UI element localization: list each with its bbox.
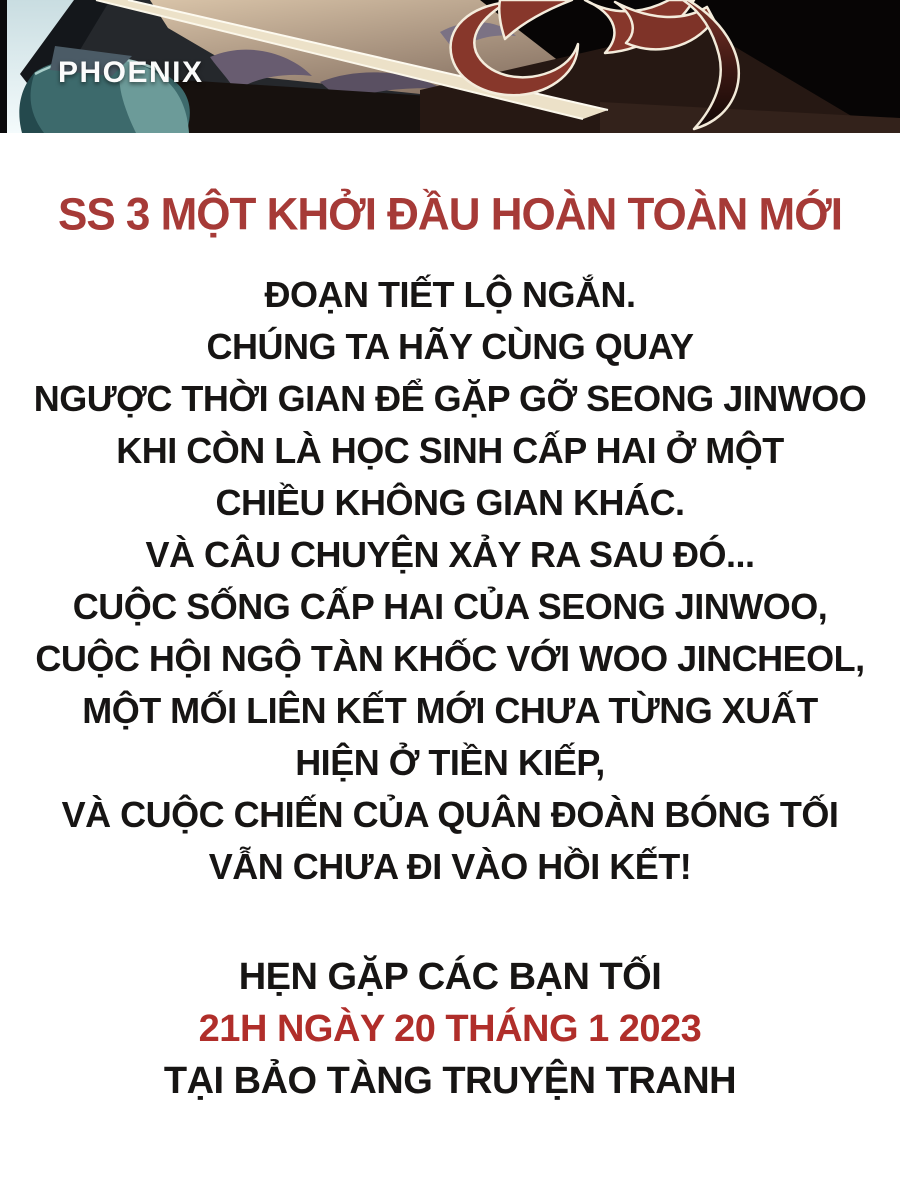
body-line: VÀ CÂU CHUYỆN XẢY RA SAU ĐÓ...: [145, 534, 755, 575]
phoenix-watermark: PHOENIX: [58, 56, 204, 89]
body-line: NGƯỢC THỜI GIAN ĐỂ GẶP GỠ SEONG JINWOO: [33, 378, 867, 419]
schedule-line: HẸN GẶP CÁC BẠN TỐI: [238, 956, 662, 998]
schedule-announcement: [0, 951, 900, 1107]
body-line: CHÚNG TA HÃY CÙNG QUAY: [206, 326, 694, 367]
body-line: CUỘC HỘI NGỘ TÀN KHỐC VỚI WOO JINCHEOL,: [35, 638, 865, 679]
body-line: HIỆN Ở TIỀN KIẾP,: [295, 742, 605, 783]
release-datetime: 21H NGÀY 20 THÁNG 1 2023: [198, 1008, 702, 1050]
season-title: SS 3 MỘT KHỞI ĐẦU HOÀN TOÀN MỚI: [58, 189, 842, 240]
teaser-paragraph: [0, 269, 900, 893]
body-line: VÀ CUỘC CHIẾN CỦA QUÂN ĐOÀN BÓNG TỐI: [61, 794, 839, 835]
body-line: CUỘC SỐNG CẤP HAI CỦA SEONG JINWOO,: [72, 586, 828, 627]
body-line: VẪN CHƯA ĐI VÀO HỒI KẾT!: [208, 846, 692, 887]
body-line: CHIỀU KHÔNG GIAN KHÁC.: [215, 482, 685, 523]
body-line: ĐOẠN TIẾT LỘ NGẮN.: [264, 274, 636, 315]
release-location: TẠI BẢO TÀNG TRUYỆN TRANH: [163, 1060, 737, 1102]
body-line: KHI CÒN LÀ HỌC SINH CẤP HAI Ở MỘT: [116, 430, 784, 471]
announcement-text: [0, 133, 900, 1107]
body-line: MỘT MỐI LIÊN KẾT MỚI CHƯA TỪNG XUẤT: [82, 690, 818, 731]
comic-panel-image: [0, 0, 900, 133]
